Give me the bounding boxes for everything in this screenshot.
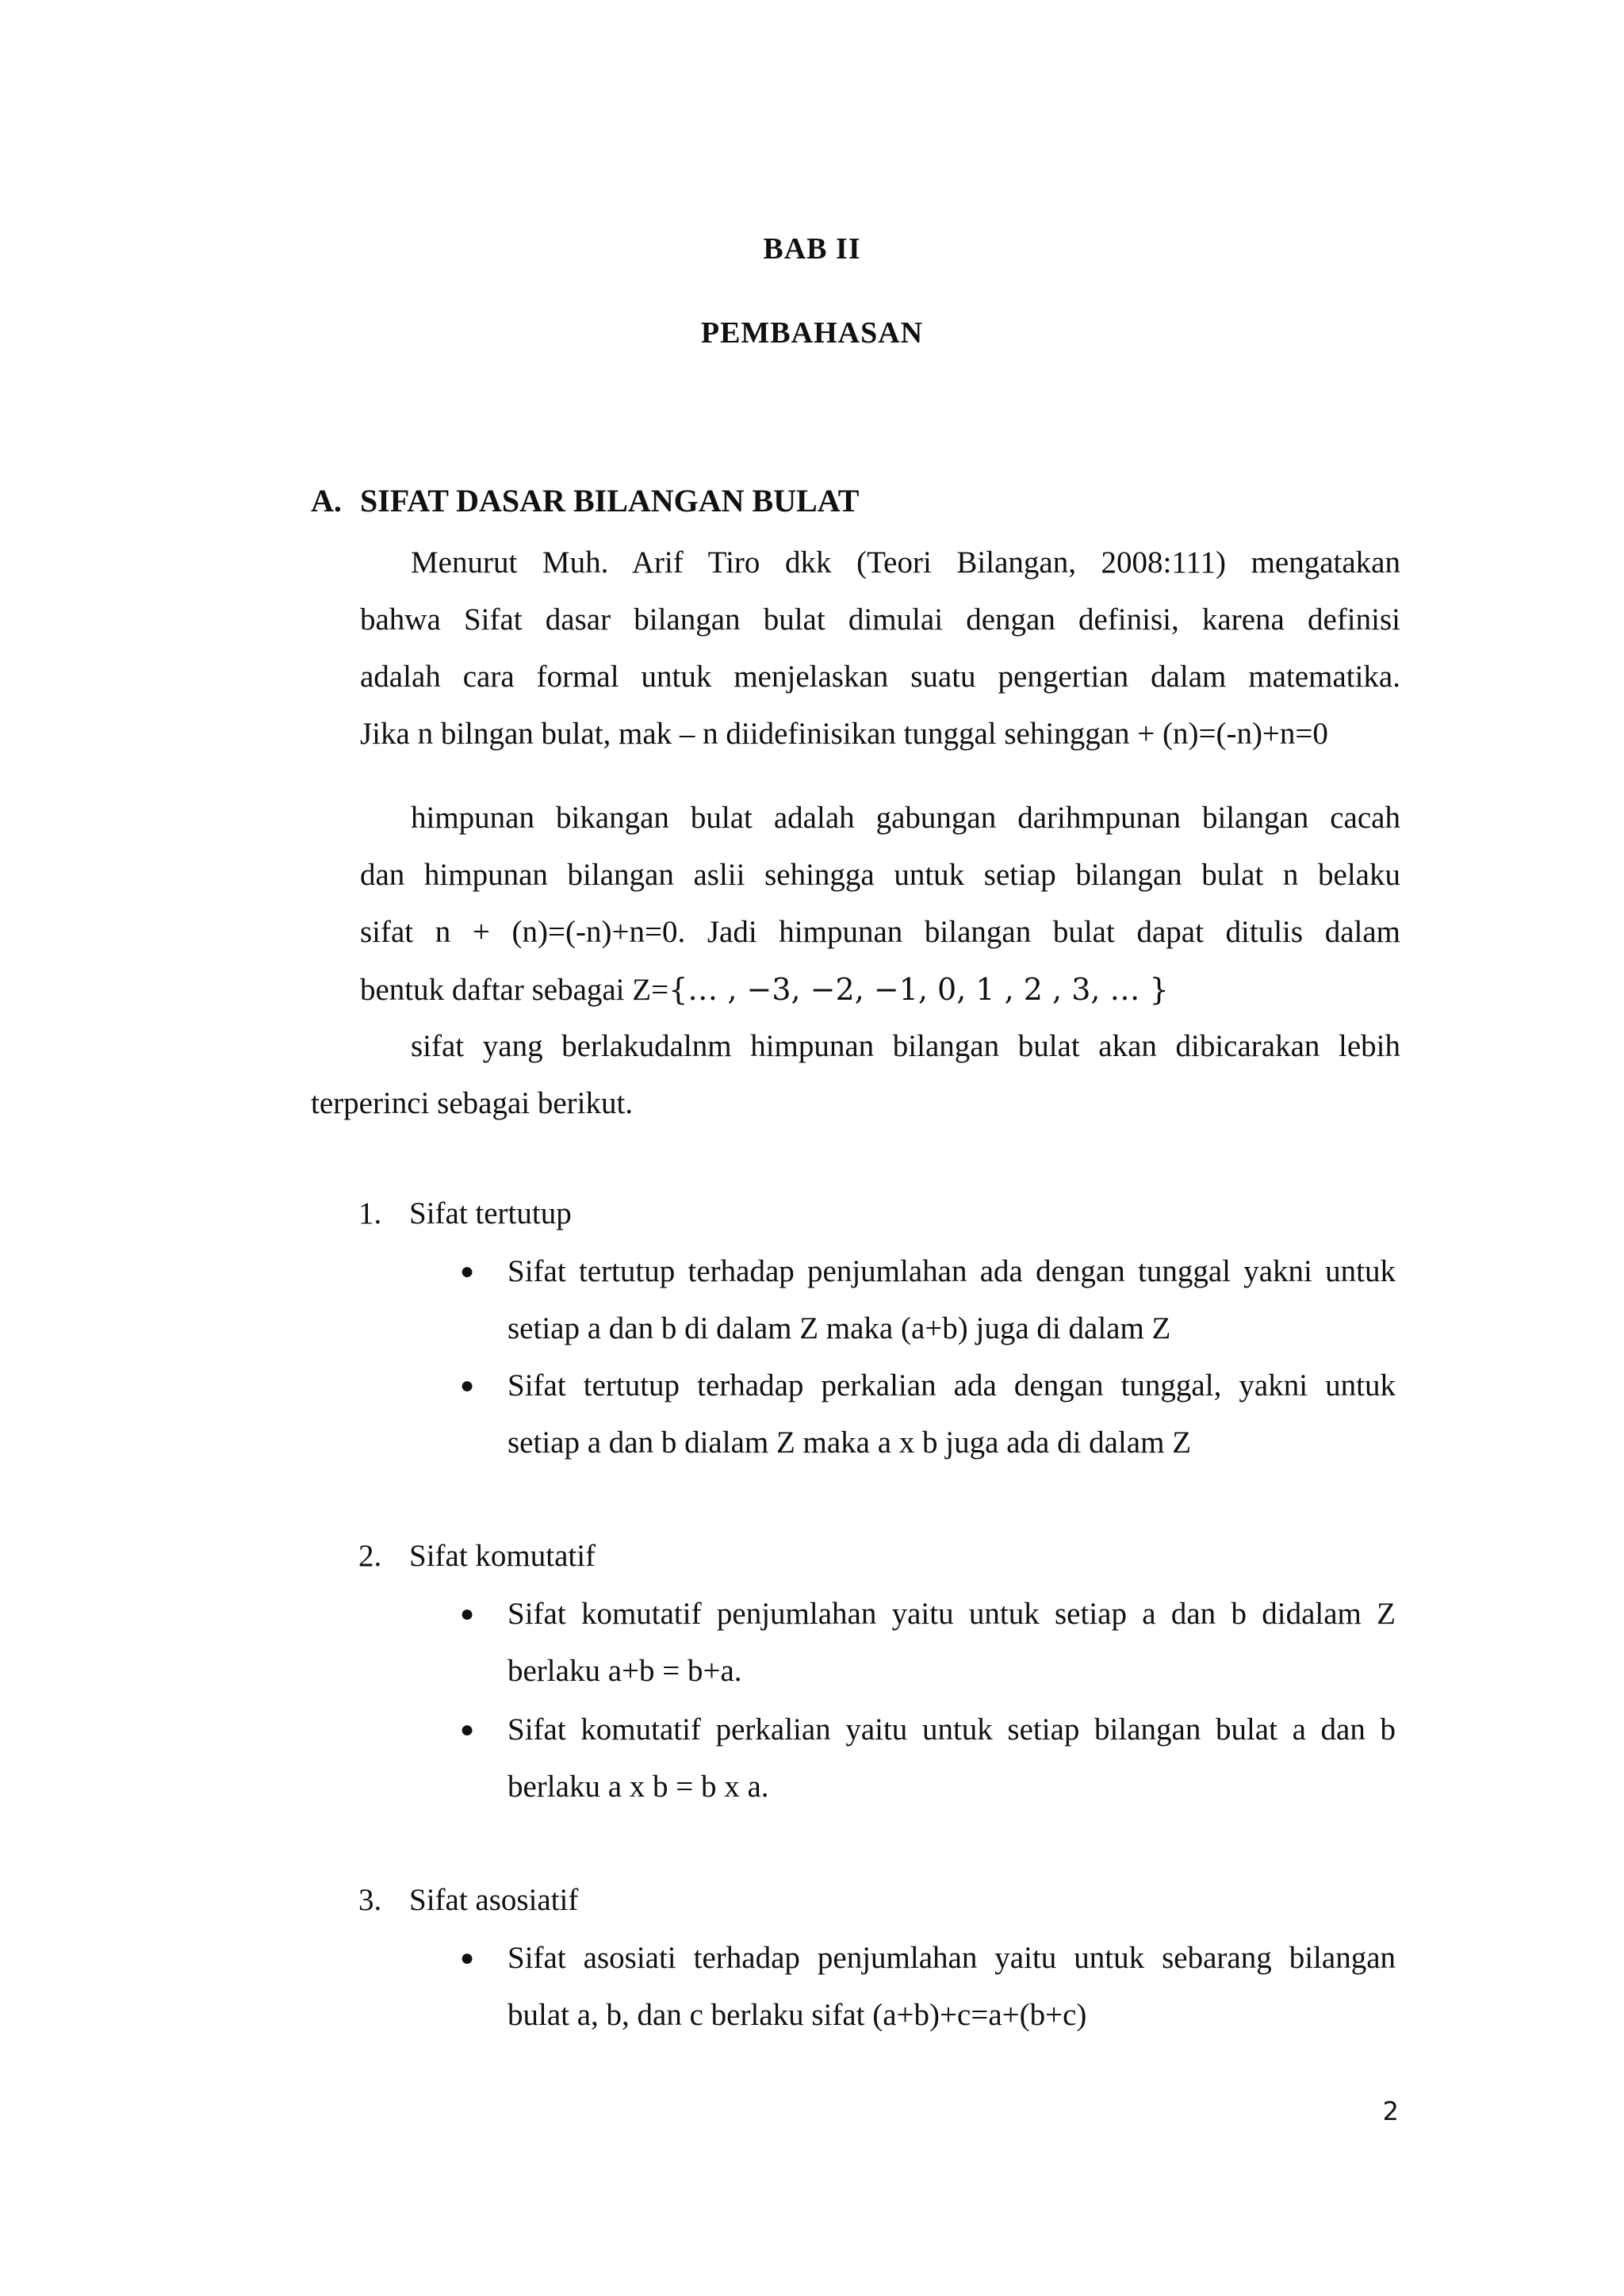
- list-item-title: Sifat tertutup: [409, 1196, 572, 1230]
- bullet-icon: ●: [460, 1945, 475, 1971]
- section-letter: A.: [311, 483, 342, 519]
- bullet-item: [460, 1586, 1399, 1700]
- paragraph-line: dan himpunan bilangan aslii sehingga untuk setiap bilangan bulat n belaku: [360, 858, 1400, 892]
- list-item-title: Sifat komutatif: [409, 1539, 596, 1573]
- bullet-item: [460, 1930, 1399, 2044]
- bullet-text: Sifat komutatif penjumlahan yaitu untuk setiap a dan b didalam Z berlaku a+b = b+a.: [508, 1597, 1396, 1688]
- paragraph-line: Menurut Muh. Arif Tiro dkk (Teori Bilangan, 2008:111) mengatakan: [411, 545, 1400, 580]
- set-prefix: bentuk daftar sebagai Z=: [360, 973, 669, 1007]
- list-item-title: Sifat asosiatif: [409, 1883, 579, 1917]
- paragraph-line: sifat yang berlakudalnm himpunan bilangan bulat akan dibicarakan lebih: [411, 1029, 1400, 1063]
- chapter-heading: BAB II: [763, 232, 861, 266]
- section-heading: [311, 482, 859, 519]
- bullet-icon: ●: [460, 1716, 475, 1743]
- list-item-number: 2.: [358, 1539, 382, 1573]
- list-item-heading: [358, 1882, 578, 1918]
- paragraph-line: [360, 961, 1400, 1019]
- paragraph-line: adalah cara formal untuk menjelaskan suatu pengertian dalam matematika.: [360, 660, 1400, 694]
- bullet-text: Sifat tertutup terhadap perkalian ada dengan tunggal, yakni untuk setiap a dan b dialam Z maka a x b juga ada di dalam Z: [508, 1368, 1396, 1460]
- paragraph-line: Jika n bilngan bulat, mak – n diidefinisikan tunggal sehinggan + (n)=(-n)+n=0: [360, 717, 1328, 751]
- paragraph-line: himpunan bikangan bulat adalah gabungan darihmpunan bilangan cacah: [411, 801, 1400, 835]
- list-item-heading: [358, 1196, 572, 1231]
- chapter-title: PEMBAHASAN: [700, 316, 924, 350]
- bullet-text: Sifat komutatif perkalian yaitu untuk setiap bilangan bulat a dan b berlaku a x b = b x a.: [508, 1712, 1396, 1804]
- bullet-item: [460, 1243, 1399, 1357]
- list-item-number: 1.: [358, 1196, 382, 1230]
- bullet-icon: ●: [460, 1372, 475, 1399]
- bullet-item: [460, 1357, 1399, 1471]
- bullet-text: Sifat asosiati terhadap penjumlahan yaitu untuk sebarang bilangan bulat a, b, dan c berlaku sifat (a+b)+c=a+(b+c): [508, 1941, 1396, 2032]
- set-notation: {… , −3, −2, −1, 0, 1 , 2 , 3, … }: [668, 972, 1169, 1007]
- page-number: 2: [1382, 2096, 1399, 2126]
- paragraph-3: [311, 1018, 1400, 1132]
- paragraph-1: [360, 534, 1400, 763]
- paragraph-line: bahwa Sifat dasar bilangan bulat dimulai dengan definisi, karena definisi: [360, 603, 1400, 637]
- list-item-number: 3.: [358, 1883, 382, 1917]
- paragraph-line: terperinci sebagai berikut.: [311, 1086, 634, 1120]
- bullet-text: Sifat tertutup terhadap penjumlahan ada dengan tunggal yakni untuk setiap a dan b di dalam Z maka (a+b) juga di dalam Z: [508, 1254, 1396, 1345]
- bullet-item: [460, 1701, 1399, 1816]
- list-item-heading: [358, 1538, 596, 1574]
- bullet-icon: ●: [460, 1258, 475, 1284]
- paragraph-line: sifat n + (n)=(-n)+n=0. Jadi himpunan bilangan bulat dapat ditulis dalam: [360, 915, 1400, 949]
- bullet-icon: ●: [460, 1601, 475, 1627]
- section-title: SIFAT DASAR BILANGAN BULAT: [360, 483, 860, 519]
- paragraph-2: [360, 790, 1400, 1019]
